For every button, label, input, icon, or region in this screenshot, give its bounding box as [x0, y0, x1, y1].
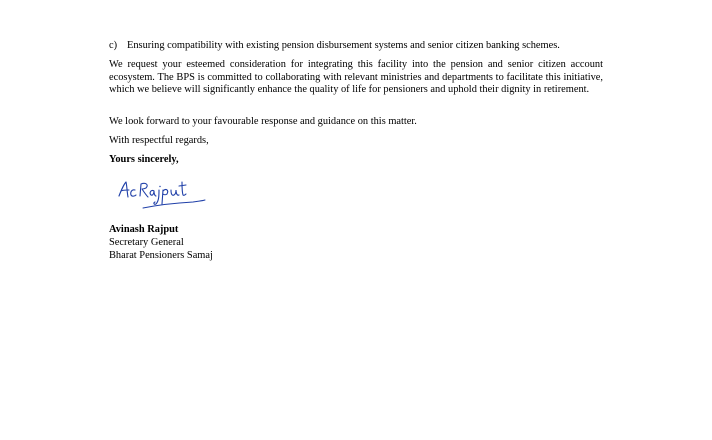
- regards-line: With respectful regards,: [109, 135, 209, 146]
- handwritten-signature: [113, 174, 213, 214]
- signatory-title: Secretary General: [109, 237, 184, 248]
- list-item-text: Ensuring compatibility with existing pension disbursement systems and senior citizen banking schemes.: [127, 40, 560, 51]
- response-paragraph: We look forward to your favourable response and guidance on this matter.: [109, 116, 417, 127]
- closing-line: Yours sincerely,: [109, 154, 179, 165]
- request-paragraph: We request your esteemed consideration for integrating this facility into the pension and senior citizen account ecosystem. The BPS is committed to collaborating with relevant ministries and departments to facilitate this initiative, which we believe will significantly enhance the quality of life for pensioners and uphold their dignity in retirement.: [109, 59, 603, 96]
- signatory-organization: Bharat Pensioners Samaj: [109, 250, 213, 261]
- list-marker: c): [109, 40, 118, 51]
- signatory-name: Avinash Rajput: [109, 224, 179, 235]
- list-item-c: [109, 40, 603, 53]
